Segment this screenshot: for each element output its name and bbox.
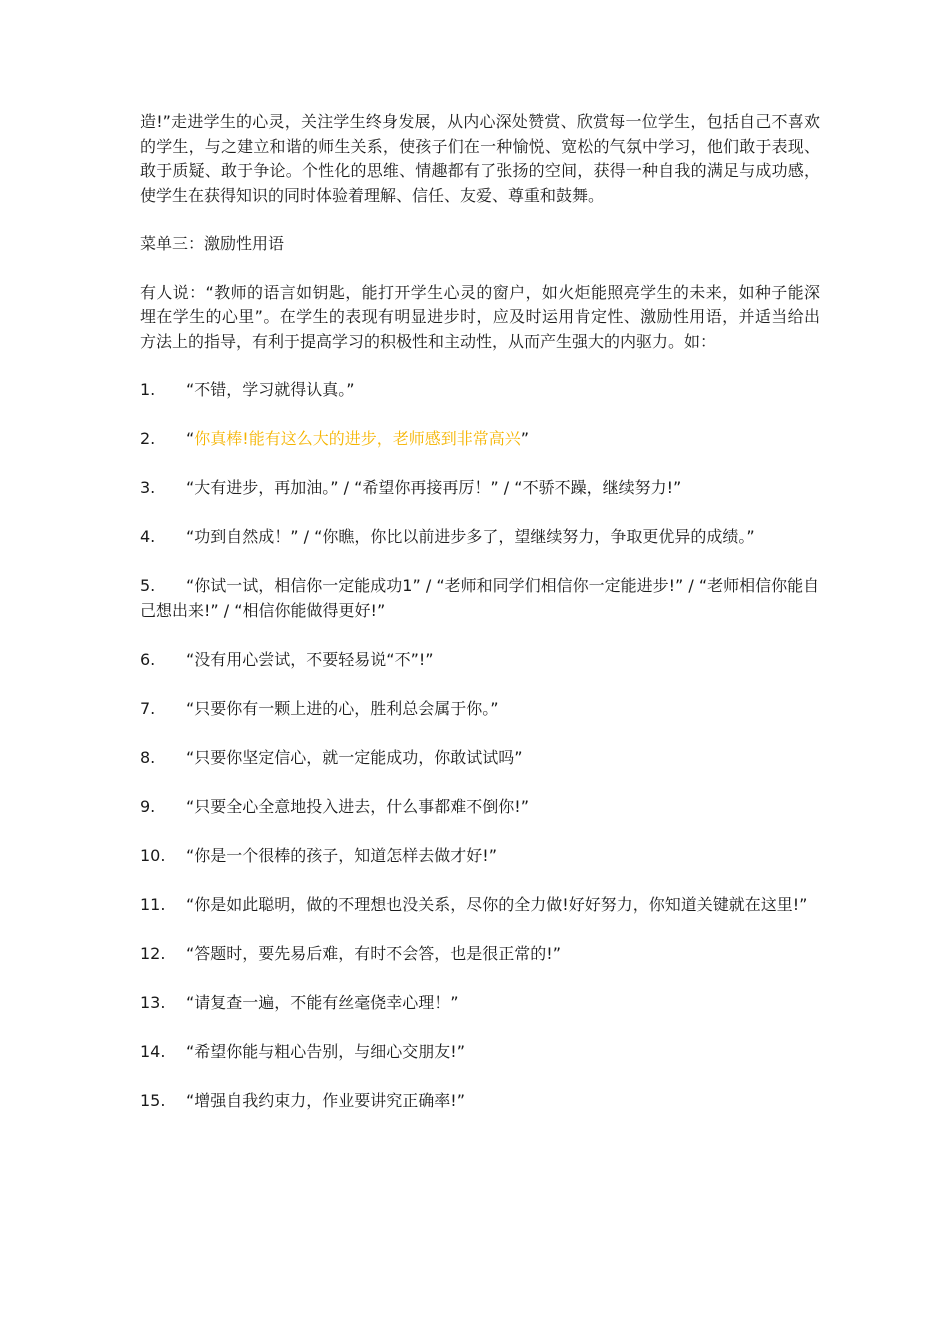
lead-paragraph: 有人说：“教师的语言如钥匙，能打开学生心灵的窗户，如火炬能照亮学生的未来，如种子能深埋在学生的心里”。在学生的表现有明显进步时，应及时运用肯定性、激励性用语，并适当给出方法上的指导，有利于提高学习的积极性和主动性，从而产生强大的内驱力。如： — [140, 282, 820, 351]
item-number: 13. — [140, 992, 166, 1012]
item-number: 14. — [140, 1041, 166, 1061]
item-text: “你是一个很棒的孩子，知道怎样去做才好!” — [186, 845, 497, 865]
item-number: 9. — [140, 796, 156, 816]
list-item — [140, 378, 820, 403]
list-item — [140, 942, 820, 967]
item-number: 15. — [140, 1090, 166, 1110]
item-number: 1. — [140, 380, 156, 399]
phrase-list — [140, 378, 820, 1113]
document-page — [140, 110, 820, 1138]
intro-paragraph: 造!”走进学生的心灵，关注学生终身发展，从内心深处赞赏、欣赏每一位学生，包括自己不喜欢的学生，与之建立和谐的师生关系，使孩子们在一种愉悦、宽松的气氛中学习，他们敢于表现、敢于质疑、敢于争论。个性化的思维、情趣都有了张扬的空间，获得一种自我的满足与成功感，使学生在获得知识的同时体验着理解、信任、友爱、尊重和鼓舞。 — [140, 112, 820, 205]
item-number: 6. — [140, 649, 156, 669]
list-item — [140, 991, 820, 1016]
list-item — [140, 574, 820, 623]
list-item — [140, 648, 820, 673]
item-text: “希望你能与粗心告别，与细心交朋友!” — [186, 1041, 465, 1061]
list-item — [140, 476, 820, 501]
item-text: “没有用心尝试，不要轻易说“不”!” — [186, 649, 434, 669]
item-text: “只要全心全意地投入进去，什么事都难不倒你!” — [186, 796, 529, 816]
item-number: 4. — [140, 527, 156, 546]
list-item — [140, 844, 820, 869]
item-text: “只要你坚定信心，就一定能成功，你敢试试吗” — [186, 747, 523, 767]
item-text: “只要你有一颗上进的心，胜利总会属于你。” — [186, 698, 499, 718]
item-number: 11. — [140, 894, 166, 914]
item-quote-open: “ — [186, 429, 195, 448]
item-number: 8. — [140, 747, 156, 767]
list-item — [140, 795, 820, 820]
section-heading: 菜单三：激励性用语 — [140, 234, 285, 253]
item-number: 7. — [140, 698, 156, 718]
list-item — [140, 1089, 820, 1114]
list-item — [140, 525, 820, 550]
item-quote-close: ” — [520, 429, 530, 448]
highlighted-text: 你真棒!能有这么大的进步，老师感到非常高兴 — [194, 429, 521, 448]
item-number: 2. — [140, 429, 156, 448]
item-text: “答题时，要先易后难，有时不会答，也是很正常的!” — [186, 943, 561, 963]
item-text: “你是如此聪明，做的不理想也没关系，尽你的全力做!好好努力，你知道关键就在这里!” — [186, 894, 808, 914]
item-text: “你试一试，相信你一定能成功1” / “老师和同学们相信你一定能进步!” / “老师相信你能自己想出来!” / “相信你能做得更好!” — [140, 576, 820, 620]
item-number: 10. — [140, 845, 166, 865]
list-item — [140, 427, 820, 452]
list-item — [140, 1040, 820, 1065]
item-number: 3. — [140, 478, 156, 497]
item-text: “增强自我约束力，作业要讲究正确率!” — [186, 1090, 465, 1110]
list-item — [140, 746, 820, 771]
list-item — [140, 893, 820, 918]
item-text: “功到自然成！” / “你瞧，你比以前进步多了，望继续努力，争取更优异的成绩。” — [186, 527, 755, 546]
item-text: “请复查一遍，不能有丝毫侥幸心理！” — [186, 992, 459, 1012]
item-text: “不错，学习就得认真。” — [186, 380, 355, 399]
item-number: 12. — [140, 943, 166, 963]
item-number: 5. — [140, 576, 156, 595]
list-item — [140, 697, 820, 722]
item-text: “大有进步，再加油。” / “希望你再接再厉！” / “不骄不躁，继续努力!” — [186, 478, 682, 497]
